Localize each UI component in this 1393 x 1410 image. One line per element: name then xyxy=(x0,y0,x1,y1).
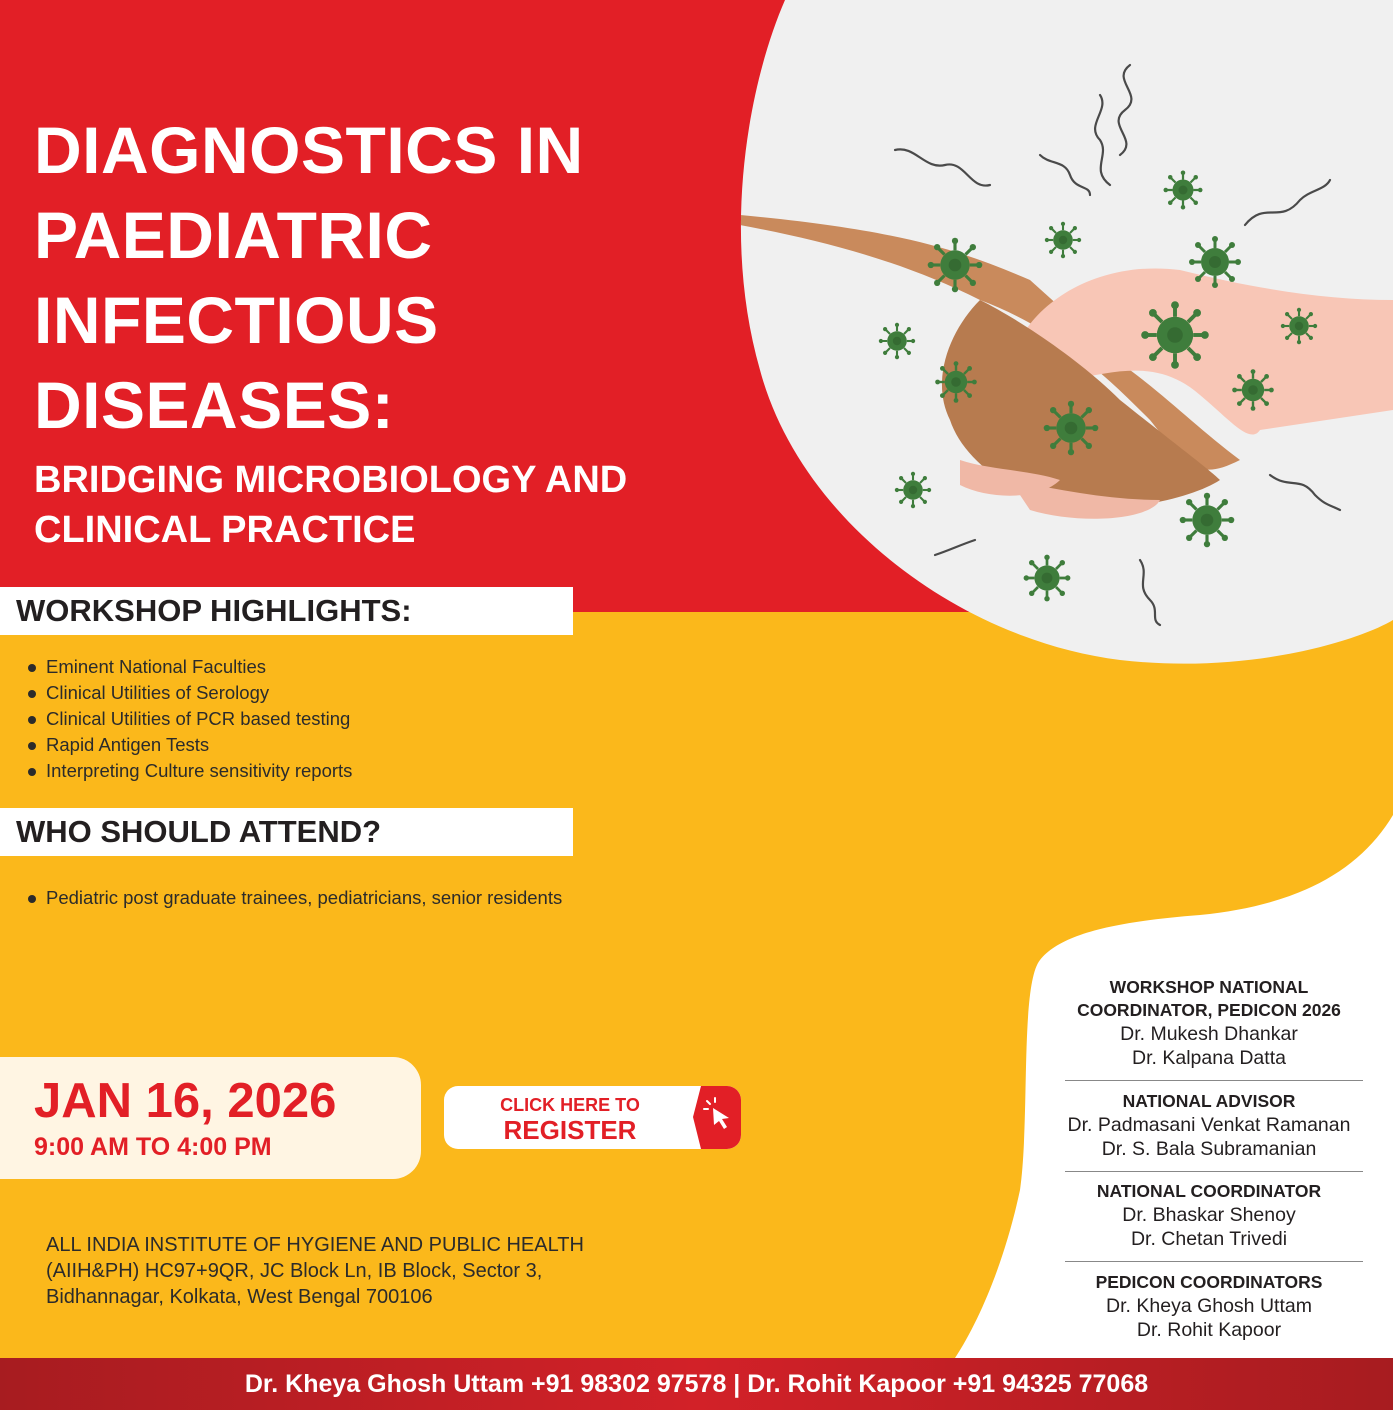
register-button-label: REGISTER xyxy=(503,1115,637,1145)
coordinator-name: Dr. Padmasani Venkat Ramanan xyxy=(1067,1114,1351,1136)
highlights-list xyxy=(26,654,352,784)
coordinator-heading: NATIONAL COORDINATOR xyxy=(1096,1181,1322,1201)
address-line: (AIIH&PH) HC97+9QR, JC Block Ln, IB Block, Sector 3, xyxy=(46,1260,543,1282)
list-item: Eminent National Faculties xyxy=(26,654,352,680)
highlights-heading-bar xyxy=(0,587,573,635)
coordinator-block-advisor xyxy=(1033,1081,1385,1171)
event-title xyxy=(34,108,734,448)
coordinator-heading: NATIONAL ADVISOR xyxy=(1122,1091,1296,1111)
coordinator-heading: PEDICON COORDINATORS xyxy=(1095,1272,1323,1292)
event-subtitle xyxy=(34,455,627,555)
list-item: Rapid Antigen Tests xyxy=(26,732,352,758)
title-line: DISEASES: xyxy=(34,368,395,442)
contact-footer xyxy=(0,1358,1393,1410)
coordinator-heading: WORKSHOP NATIONAL xyxy=(1109,977,1309,997)
subtitle-line: CLINICAL PRACTICE xyxy=(34,509,416,551)
coordinator-block-national xyxy=(1033,1172,1385,1261)
title-line: DIAGNOSTICS IN xyxy=(34,113,584,187)
attend-heading-bar xyxy=(0,808,573,856)
attend-heading: WHO SHOULD ATTEND? xyxy=(16,814,382,849)
event-time: 9:00 AM TO 4:00 PM xyxy=(34,1133,272,1161)
address-line: ALL INDIA INSTITUTE OF HYGIENE AND PUBLIC HEALTH xyxy=(46,1234,584,1256)
coordinator-heading: COORDINATOR, PEDICON 2026 xyxy=(1077,1000,1341,1020)
register-button-line1: CLICK HERE TO xyxy=(500,1095,640,1115)
coordinator-name: Dr. Kalpana Datta xyxy=(1132,1047,1286,1069)
attend-list xyxy=(26,885,562,911)
coordinator-name: Dr. Mukesh Dhankar xyxy=(1120,1023,1298,1045)
list-item: Clinical Utilities of Serology xyxy=(26,680,352,706)
coordinator-name: Dr. Rohit Kapoor xyxy=(1136,1319,1282,1341)
coordinator-name: Dr. S. Bala Subramanian xyxy=(1101,1138,1317,1160)
coordinator-block-pedicon xyxy=(1033,1262,1385,1342)
address-line: Bidhannagar, Kolkata, West Bengal 700106 xyxy=(46,1286,433,1308)
venue-address xyxy=(46,1232,584,1310)
coordinator-name: Dr. Bhaskar Shenoy xyxy=(1122,1204,1296,1226)
footer-contact-text: Dr. Kheya Ghosh Uttam +91 98302 97578 | Dr. Rohit Kapoor +91 94325 77068 xyxy=(244,1370,1149,1398)
coordinators-panel xyxy=(1033,976,1385,1342)
list-item: Interpreting Culture sensitivity reports xyxy=(26,758,352,784)
register-button[interactable] xyxy=(444,1086,741,1149)
list-item: Pediatric post graduate trainees, pediatricians, senior residents xyxy=(26,885,562,911)
coordinator-name: Dr. Kheya Ghosh Uttam xyxy=(1106,1295,1312,1317)
highlights-heading: WORKSHOP HIGHLIGHTS: xyxy=(16,593,412,628)
coordinator-block-workshop xyxy=(1033,976,1385,1080)
list-item: Clinical Utilities of PCR based testing xyxy=(26,706,352,732)
event-date: JAN 16, 2026 xyxy=(34,1074,337,1128)
cursor-click-icon xyxy=(693,1086,741,1149)
coordinator-name: Dr. Chetan Trivedi xyxy=(1130,1228,1288,1250)
title-line: PAEDIATRIC xyxy=(34,198,433,272)
title-line: INFECTIOUS xyxy=(34,283,439,357)
subtitle-line: BRIDGING MICROBIOLOGY AND xyxy=(34,459,628,501)
